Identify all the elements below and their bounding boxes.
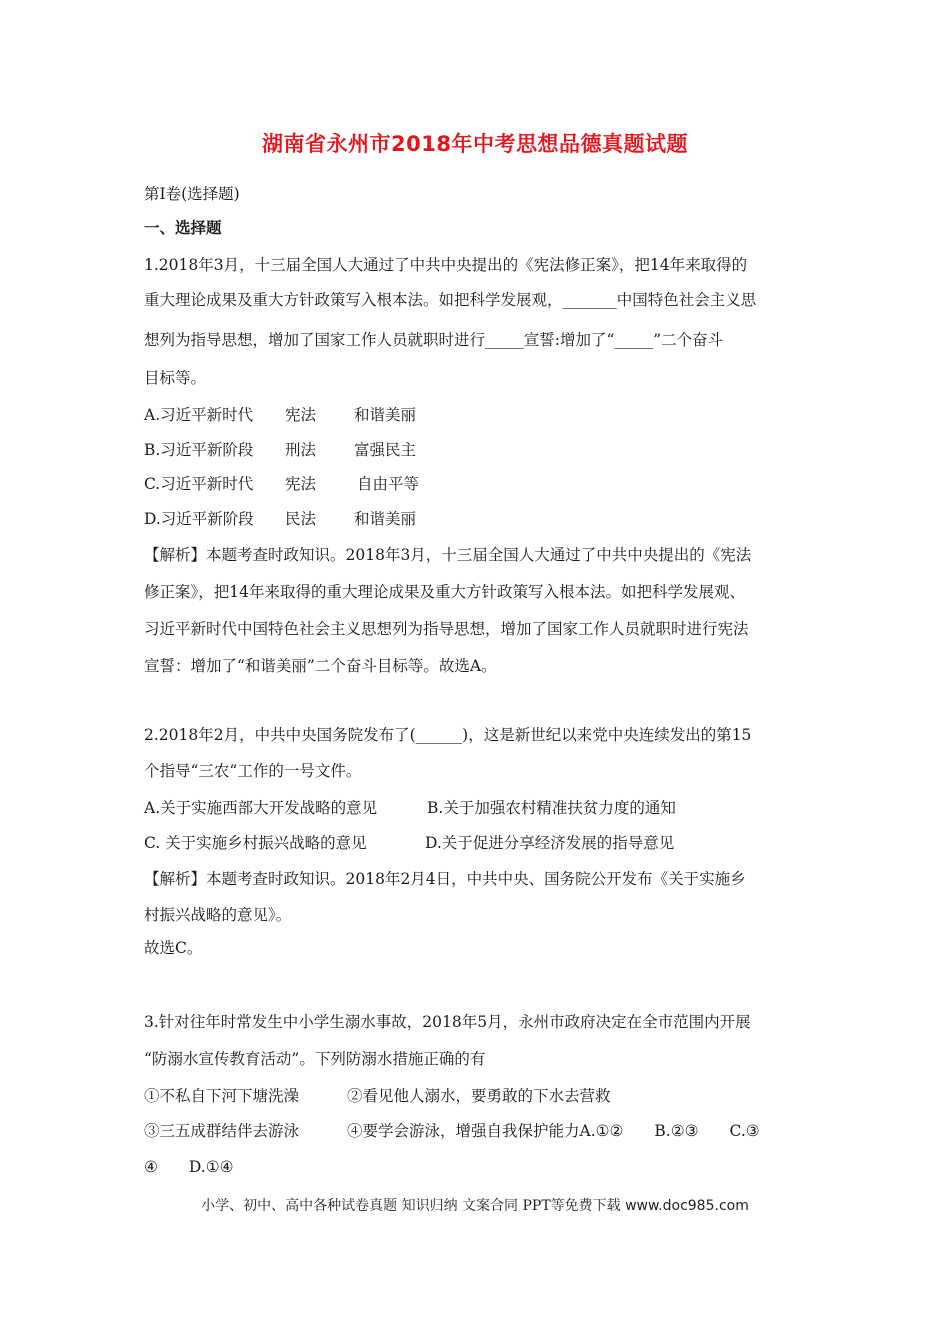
analysis-line: 【解析】本题考查时政知识。2018年2月4日，中共中央、国务院公开发布《关于实施乡 [144, 870, 746, 888]
volume-heading: 第Ⅰ卷(选择题) [144, 185, 240, 203]
statement-row [144, 1087, 611, 1105]
option-blank-1: 民法 [285, 510, 317, 528]
analysis-line: 宣誓：增加了“和谐美丽”二个奋斗目标等。故选A。 [144, 657, 497, 675]
option-label: C.习近平新时代 [144, 475, 254, 493]
question-stem-line: 目标等。 [144, 369, 207, 387]
section-heading: 一、选择题 [144, 219, 222, 237]
option-label: D.习近平新阶段 [144, 510, 254, 528]
option-d: D.关于促进分享经济发展的指导意见 [425, 834, 675, 852]
option-b: B.关于加强农村精准扶贫力度的通知 [427, 799, 676, 817]
analysis-line: 【解析】本题考查时政知识。2018年3月，十三届全国人大通过了中共中央提出的《宪法 [144, 546, 752, 564]
page-title: 湖南省永州市2018年中考思想品德真题试题 [262, 132, 688, 156]
question-stem-line: 1.2018年3月，十三届全国人大通过了中共中央提出的《宪法修正案》，把14年来取得的 [144, 256, 748, 274]
analysis-line: 修正案》，把14年来取得的重大理论成果及重大方针政策写入根本法。如把科学发展观、 [144, 583, 745, 601]
statement-row [144, 1122, 760, 1140]
option-c: C. 关于实施乡村振兴战略的意见 [144, 834, 367, 852]
option-blank-2: 和谐美丽 [354, 510, 417, 528]
option-a [144, 406, 417, 424]
option-blank-1: 刑法 [285, 441, 317, 459]
option-blank-1: 宪法 [285, 475, 317, 493]
question-stem-line: 3.针对往年时常发生中小学生溺水事故，2018年5月，永州市政府决定在全市范围内开展 [144, 1013, 751, 1031]
question-stem-line: “防溺水宣传教育活动”。下列防溺水措施正确的有 [144, 1050, 486, 1068]
statement-3: ③三五成群结伴去游泳 [144, 1122, 300, 1140]
option-blank-2: 自由平等 [357, 475, 420, 493]
option-label: B.习近平新阶段 [144, 441, 254, 459]
answer-options-tail: ④ D.①④ [144, 1158, 234, 1176]
question-stem-line: 个指导“三农“工作的一号文件。 [144, 762, 362, 780]
option-blank-2: 富强民主 [354, 441, 417, 459]
question-stem-line: 2.2018年2月，中共中央国务院发布了(______)，这是新世纪以来党中央连续发出的第15 [144, 726, 752, 744]
option-blank-1: 宪法 [285, 406, 317, 424]
question-stem-line: 想列为指导思想，增加了国家工作人员就职时进行_____宣誓:增加了“_____”二个奋斗 [144, 331, 724, 349]
option-row [144, 799, 676, 817]
option-b [144, 441, 417, 459]
analysis-line: 故选C。 [144, 939, 203, 957]
option-d [144, 510, 417, 528]
statement-4-and-options: ④要学会游泳，增强自我保护能力A.①② B.②③ C.③ [347, 1122, 760, 1140]
statement-2: ②看见他人溺水，要勇敢的下水去营救 [347, 1087, 611, 1105]
option-label: A.习近平新时代 [144, 406, 254, 424]
option-row [144, 834, 675, 852]
statement-1: ①不私自下河下塘洗澡 [144, 1087, 300, 1105]
question-stem-line: 重大理论成果及重大方针政策写入根本法。如把科学发展观，_______中国特色社会主义思 [144, 291, 757, 309]
footer-link[interactable]: www.doc985.com [625, 1198, 749, 1214]
page-footer [0, 1195, 950, 1215]
option-c [144, 475, 420, 493]
footer-text: 小学、初中、高中各种试卷真题 知识归纳 文案合同 PPT等免费下载 [201, 1198, 621, 1214]
option-blank-2: 和谐美丽 [354, 406, 417, 424]
option-a: A.关于实施西部大开发战略的意见 [144, 799, 378, 817]
analysis-line: 习近平新时代中国特色社会主义思想列为指导思想，增加了国家工作人员就职时进行宪法 [144, 620, 749, 638]
analysis-line: 村振兴战略的意见》。 [144, 906, 292, 924]
